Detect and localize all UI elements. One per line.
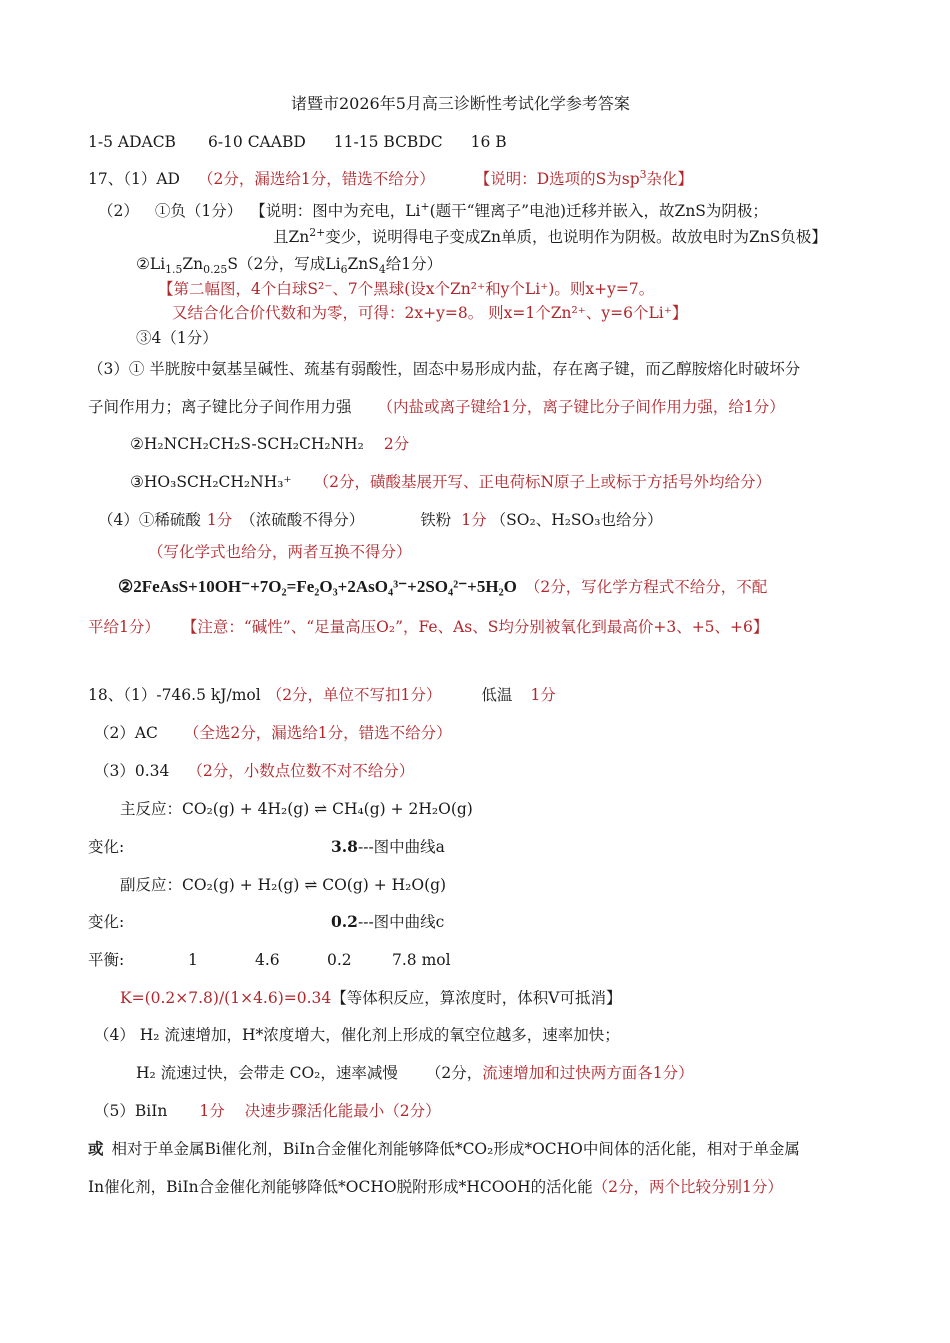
- q17-part3-1-note: （内盐或离子键给1分，离子键比分子间作用力强，给1分）: [377, 398, 785, 416]
- page-title: 诸暨市2026年5月高三诊断性考试化学参考答案: [291, 94, 630, 113]
- q18-part4-b: H₂ 流速过快，会带走 CO₂，速率减慢 （2分，流速增加和过快两方面各1分）: [136, 1064, 694, 1082]
- q17-part2-2-note1: 【第二幅图，4个白球S²⁻、7个黑球(设x个Zn²⁺和y个Li⁺)。则x+y=7。: [158, 280, 655, 298]
- q17-p1-score: （2分，漏选给1分，错选不给分）: [197, 170, 435, 188]
- q18-part5-alt2: In催化剂，BiIn合金催化剂能够降低*OCHO脱附形成*HCOOH的活化能（2分，两个比较分别1分）: [88, 1178, 783, 1196]
- q17-part4-1: （4）①稀硫酸 1分 （浓硫酸不得分） 铁粉 1分 （SO₂、H₂SO₃也给分）: [98, 511, 663, 529]
- q17-part4-2-equation: ②2FeAsS+10OH⁻+7O₂=Fe₂O₃+2AsO₄³⁻+2SO₄²⁻+5H₂O: [118, 577, 517, 596]
- q17-p1-note: 【说明：D选项的S为$sp^3$杂化】: [474, 167, 694, 188]
- q17-p1-answer: （1）AD: [123, 170, 180, 188]
- q17-part4-2-note: 【注意：“碱性”、“足量高压O₂”，Fe、As、S均分别被氧化到最高价+3、+5、+6】: [181, 618, 769, 636]
- q17-part2-1-note-cont: 且$Zn^{2+}$变少，说明得电子变成Zn单质，也说明作为阴极。故放电时为ZnS负极】: [273, 225, 827, 246]
- q18-part5-alt1: 或 相对于单金属Bi催化剂，BiIn合金催化剂能够降低*CO₂形成*OCHO中间体的活化能，相对于单金属: [88, 1139, 800, 1158]
- q18-part2: （2）AC （全选2分，漏选给1分，错选不给分）: [94, 724, 452, 742]
- mc-group-3: 11-15 BCBDC: [333, 133, 443, 151]
- q18-eq-value-4: 7.8 mol: [392, 951, 451, 969]
- q17-part3-2-score: 2分: [383, 435, 410, 453]
- q17-p2-label: （2）: [98, 202, 139, 220]
- q18-part5: （5）BiIn 1分 决速步骤活化能最小（2分）: [94, 1102, 441, 1120]
- q17-p2-1-answer: ①负（1分）: [154, 202, 243, 220]
- q17-part3-1-cont: 子间作用力；离子键比分子间作用力强 （内盐或离子键给1分，离子键比分子间作用力强，给1分）: [88, 398, 785, 416]
- q17-part3-3-note: （2分，磺酸基展开写、正电荷标N原子上或标于方括号外均给分）: [313, 473, 772, 491]
- q18-change2-label: 变化:: [88, 913, 125, 931]
- q18-change1: 3.8---图中曲线a: [331, 837, 445, 856]
- q17-part3-2: ②H₂NCH₂CH₂S-SCH₂CH₂NH₂ 2分: [130, 435, 410, 453]
- q18-part1: 18、（1）-746.5 kJ/mol （2分，单位不写扣1分） 低温 1分: [88, 686, 556, 704]
- q18-eq-value-1: 1: [188, 951, 198, 969]
- mc-group-1: 1-5 ADACB: [88, 133, 176, 151]
- q18-part4-a: （4） H₂ 流速增加，H*浓度增大，催化剂上形成的氧空位越多，速率加快；: [94, 1026, 620, 1044]
- q17-part1: [88, 168, 693, 190]
- q18-change2: 0.2---图中曲线c: [331, 912, 445, 931]
- q17-part4-1-note: （写化学式也给分，两者互换不得分）: [148, 543, 412, 561]
- mc-group-2: 6-10 CAABD: [207, 133, 306, 151]
- q18-eq-value-3: 0.2: [327, 951, 352, 969]
- mc-answers: [88, 131, 507, 153]
- q17-part3-1: （3）① 半胱胺中氨基呈碱性、巯基有弱酸性，固态中易形成内盐，存在离子键，而乙醇胺熔化时破坏分: [88, 360, 801, 378]
- q17-number: 17、: [88, 170, 124, 188]
- q17-part2-2-note2: 又结合化合价代数和为零，可得：2x+y=8。 则x=1个Zn²⁺、y=6个Li⁺】: [172, 304, 688, 322]
- q17-part3-3: ③HO₃SCH₂CH₂NH₃⁺ （2分，磺酸基展开写、正电荷标N原子上或标于方括号外均给分）: [130, 473, 772, 491]
- mc-group-4: 16 B: [470, 133, 507, 151]
- q17-part4-2: ②2FeAsS+10OH⁻+7O₂=Fe₂O₃+2AsO₄³⁻+2SO₄²⁻+5H₂O （2分，写化学方程式不给分，不配: [118, 577, 768, 596]
- q18-k-calc: K=(0.2×7.8)/(1×4.6)=0.34【等体积反应，算浓度时，体积V可抵消】: [120, 989, 622, 1007]
- q18-eq-value-2: 4.6: [255, 951, 280, 969]
- q17-part2-3: ③4（1分）: [136, 329, 218, 347]
- q17-part2-2: $②Li_{1.5}Zn_{0.25}S(2$分，写成$Li_6ZnS_4$给1分）: [136, 255, 443, 277]
- q18-change1-label: 变化:: [88, 838, 125, 856]
- q18-side-reaction: 副反应：CO₂(g) + H₂(g) ⇌ CO(g) + H₂O(g): [120, 876, 447, 894]
- q18-equilibrium-label: 平衡:: [88, 951, 125, 969]
- q18-part3: （3）0.34 （2分，小数点位数不对不给分）: [94, 762, 415, 780]
- q17-p2-1-note: 【说明：图中为充电，Li+(题干“锂离子”电池)迁移并嵌入，故ZnS为阴极；: [250, 199, 768, 220]
- q17-part4-2-cont: 平给1分） 【注意：“碱性”、“足量高压O₂”，Fe、As、S均分别被氧化到最高价+3、+5、+6】: [88, 618, 769, 636]
- q17-part2-1: [98, 200, 768, 222]
- q18-main-reaction: 主反应：CO₂(g) + 4H₂(g) ⇌ CH₄(g) + 2H₂O(g): [120, 800, 473, 818]
